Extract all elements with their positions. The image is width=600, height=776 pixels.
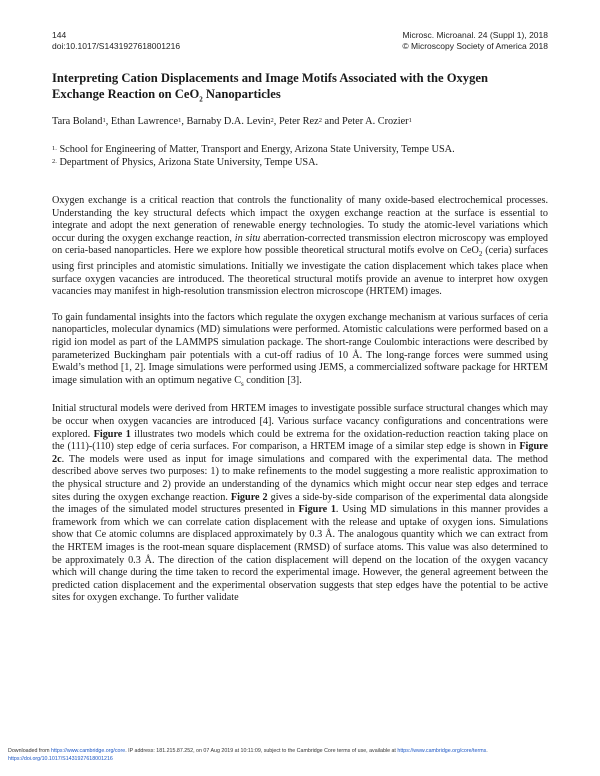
copyright: © Microscopy Society of America 2018	[402, 41, 548, 51]
author-list: Tara Boland$^1$, Ethan Lawrence$^1$, Barnaby D.A. Levin$^2$, Peter Rez$^2$ and Peter A. Crozier$^1$	[52, 116, 412, 127]
paragraph-2: To gain fundamental insights into the factors which regulate the oxygen exchange mechanism at various surfaces of ceria nanoparticles, molecular dynamics (MD) simulations were performed. Atomistic calculations were performed based on a rigid ion model as part of the LAMMPS simulation package. The short-range Coulombic interactions were described by parameterized Buckingham pair potentials with a cut-off radius of 10 Å. The long-range forces were summed using Ewald’s method [1, 2]. Image simulations were performed using JEMS, a commercialized software package for HRTEM image simulation with an optimum negative $C_s$ condition [3].	[52, 311, 548, 388]
figure-ref: Figure 1	[93, 428, 131, 440]
author: Barnaby D.A. Levin	[186, 116, 271, 127]
affiliations	[52, 143, 548, 169]
affiliation-1: $^{1.}$ School for Engineering of Matter, Transport and Energy, Arizona State University, Tempe USA.	[52, 144, 455, 155]
doi: doi:10.1017/S1431927618001216	[52, 41, 181, 51]
author: Ethan Lawrence	[110, 116, 179, 127]
paragraph-1: Oxygen exchange is a critical reaction that controls the functionality of many oxide-based electrochemical processes. Understanding the key structural defects which impact the oxygen exchange reaction at the surface is essential to integrate and adopt the next generation of renewable energy technologies. To study the atomic-level variations which occur during the oxygen exchange reaction, in situ aberration-corrected transmission electron microscopy was employed on ceria-based nanoparticles. Here we explore how possible theoretical structural motifs evolve on CeO$_2$ (ceria) surfaces using first principles and atomistic simulations. Initially we investigate the cation displacement which takes place when surface oxygen vacancies are introduced. The theoretical structural motifs provide an avenue to interpret how oxygen vacancies may manifest in high-resolution transmission electron microscope (HRTEM) images.	[52, 195, 548, 298]
download-footer: Downloaded from https://www.cambridge.org/core. IP address: 181.215.87.252, on 07 Aug 2019 at 10:11:09, subject to the Cambridge Core terms of use, available at https://www.cambridge.org/core/terms. https://doi.org/10.1017/S1431927618001216	[8, 748, 488, 762]
page-header-right	[402, 30, 548, 52]
abstract-body	[52, 195, 548, 618]
cambridge-core-link[interactable]: https://www.cambridge.org/core	[51, 748, 126, 754]
title-line-1: Interpreting Cation Displacements and Image Motifs Associated with the Oxygen	[52, 71, 488, 85]
paragraph-3: Initial structural models were derived from HRTEM images to investigate possible surface structural changes which may be occur when oxygen vacancies are introduced [4]. Various surface vacancy configurations and concentrations were explored. Figure 1 illustrates two models which could be extrema for the oxidation-reduction reaction taking place on the (111)-(110) step edge of ceria surfaces. For comparison, a HRTEM image of a similar step edge is shown in Figure 2c. The models were used as input for image simulations and compared with the experimental data. The method described above serves two purposes: 1) to make refinements to the model suggesting a more realistic approximation to the physical structure and 2) provide an understanding of the dynamics which might occur near step edges and terrace sites during the oxygen exchange reaction. Figure 2 gives a side-by-side comparison of the experimental data alongside the images of the simulated model structures presented in Figure 1. Using MD simulations in this manner provides a framework from which we can correlate cation displacement with the release and uptake of oxygen ions. Simulations show that Ce atomic columns are displaced approximately by 0.3 Å. The analogous quantity which we can extract from the HRTEM images is the root-mean square displacement (RMSD) of surface atoms. This value was also determined to be approximately 0.3 Å. The direction of the cation displacement will depend on the location of the oxygen vacancy which will change during the time taken to record the experimental image. However, the general agreement between the predicted cation displacement and the experimental observation suggests that step edges have the potential to be active sites for oxygen exchange. To further validate	[52, 403, 549, 604]
affiliation-2: $^{2.}$ Department of Physics, Arizona State University, Tempe USA.	[52, 157, 319, 168]
author: Peter A. Crozier	[341, 116, 409, 127]
figure-ref: Figure 1	[298, 504, 336, 516]
page-header-left	[52, 30, 180, 52]
title-line-2: Exchange Reaction on CeO$_2$ Nanoparticles	[52, 87, 281, 104]
journal-citation: Microsc. Microanal. 24 (Suppl 1), 2018	[402, 30, 548, 40]
terms-link[interactable]: https://www.cambridge.org/core/terms	[397, 748, 487, 754]
author: Peter Rez	[278, 116, 319, 127]
figure-ref: Figure 2c	[52, 441, 548, 465]
figure-ref: Figure 2	[230, 491, 268, 503]
doi-link[interactable]: https://doi.org/10.1017/S1431927618001216	[8, 756, 113, 762]
paper-title	[52, 70, 548, 108]
author: Tara Boland	[52, 116, 103, 127]
page-number: 144	[52, 30, 67, 40]
